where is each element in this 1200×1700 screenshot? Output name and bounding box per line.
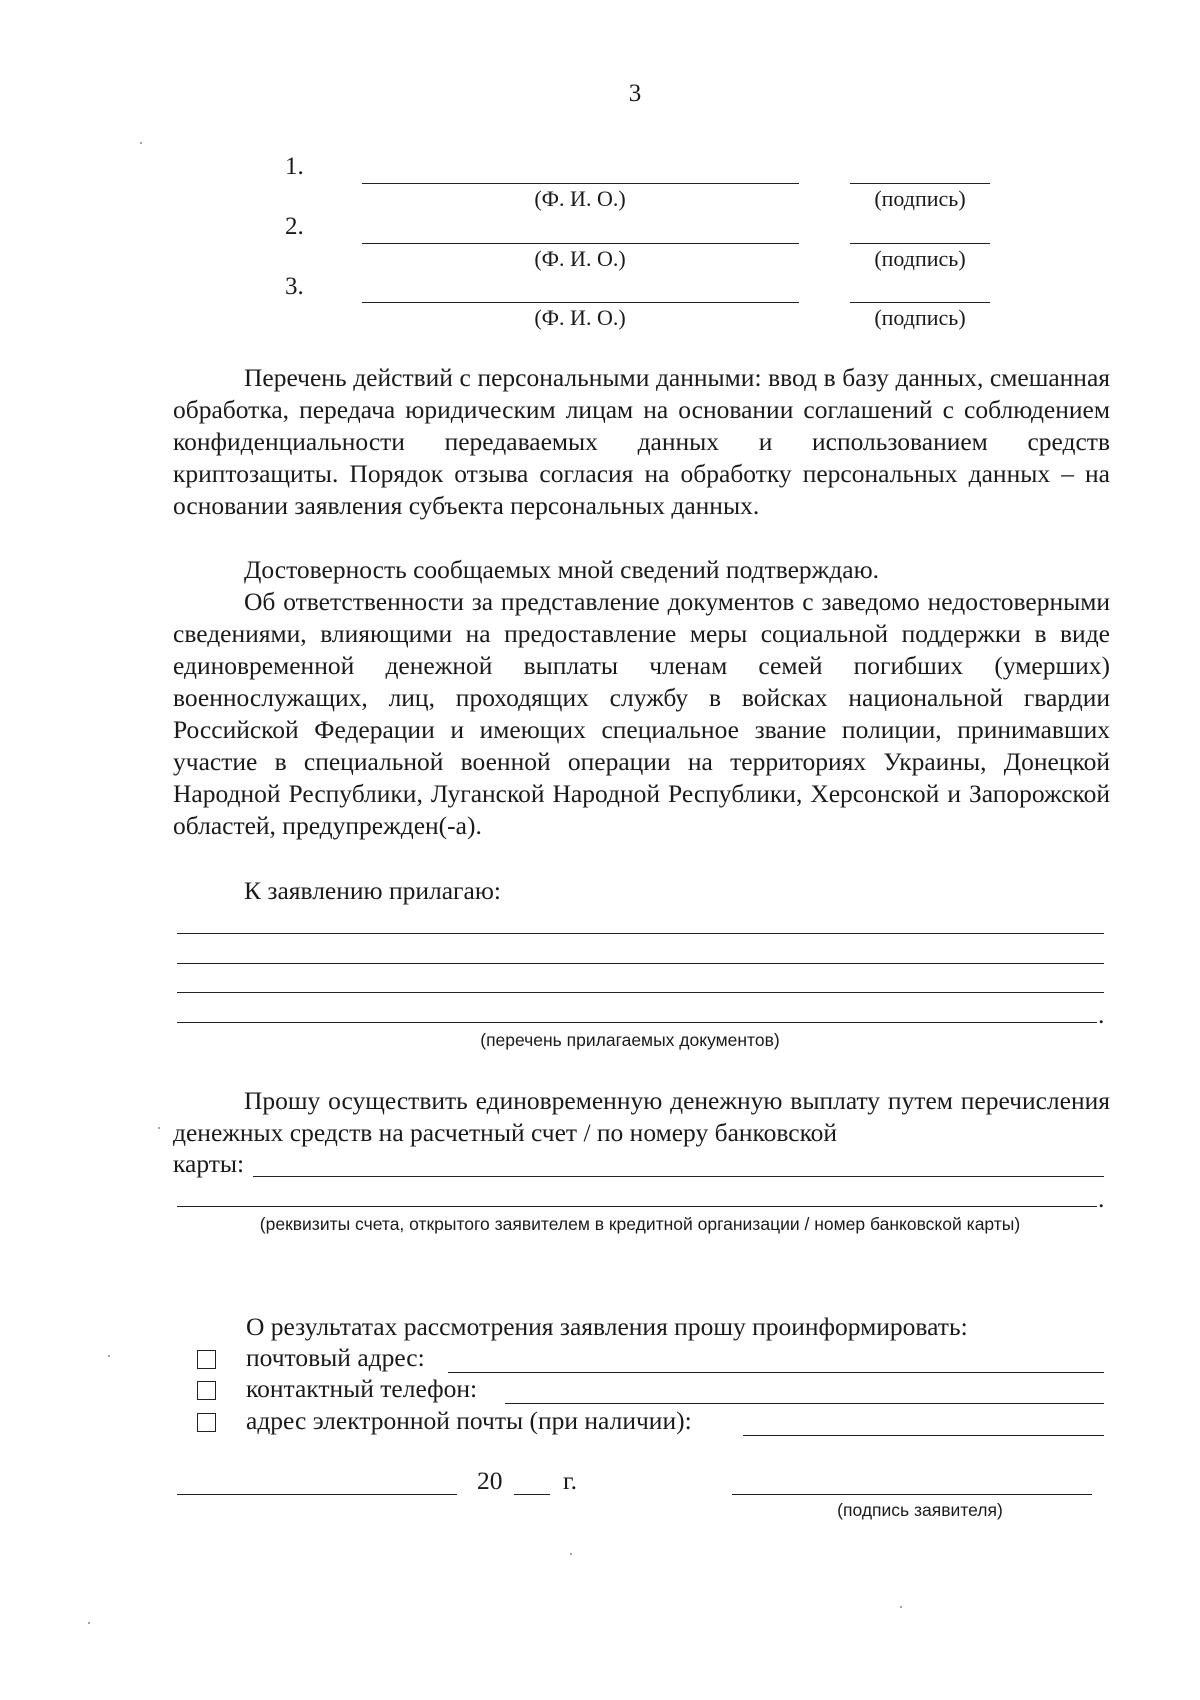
postal-address-label: почтовый адрес:	[246, 1343, 425, 1372]
payment-details-line-2[interactable]	[177, 1206, 1097, 1207]
signer-3-fio-line[interactable]	[362, 302, 799, 303]
payment-details-line-1[interactable]	[253, 1176, 1104, 1177]
confirm-paragraph	[173, 554, 1110, 586]
signer-2-number: 2.	[285, 213, 304, 240]
signer-3-signature-line[interactable]	[850, 302, 990, 303]
confirm-text: Достоверность сообщаемых мной сведений подтверждаю.	[244, 555, 879, 584]
attachment-line-3[interactable]	[177, 992, 1104, 993]
attachment-line-1[interactable]	[177, 933, 1104, 934]
postal-address-line[interactable]	[448, 1372, 1104, 1373]
phone-label: контактный телефон:	[246, 1374, 478, 1403]
email-line[interactable]	[743, 1435, 1104, 1436]
signer-2-signature-line[interactable]	[850, 243, 990, 244]
personal-data-actions-text: Перечень действий с персональными данными: ввод в базу данных, смешанная обработка, передача юридическим лицам на основании соглашений с соблюдением конфиденциальности передаваемых данных и использованием средств криптозащиты. Порядок отзыва согласия на обработку персональных данных – на основании заявления субъекта персональных данных.	[173, 363, 1110, 520]
payment-text: Прошу осуществить единовременную денежную выплату путем перечисления денежных средств на расчетный счет / по номеру банковской	[173, 1086, 1110, 1147]
phone-line[interactable]	[505, 1403, 1104, 1404]
payment-paragraph	[173, 1085, 1110, 1149]
year-line[interactable]	[514, 1494, 550, 1495]
signer-1-fio-line[interactable]	[362, 183, 799, 184]
email-label: адрес электронной почты (при наличии):	[246, 1406, 692, 1435]
personal-data-actions-paragraph	[173, 362, 1110, 522]
attach-paragraph	[173, 875, 1110, 907]
year-suffix: г.	[563, 1466, 577, 1495]
responsibility-text: Об ответственности за представление документов с заведомо недостоверными сведениями, влияющими на предоставление меры социальной поддержки в виде единовременной денежной выплаты членам семей погибших (умерших) военнослужащих, лиц, проходящих службу в войсках национальной гвардии Российской Федерации и имеющих специальное звание полиции, принимавших участие в специальной военной операции на территориях Украины, Донецкой Народной Республики, Луганской Народной Республики, Херсонской и Запорожской областей, предупрежден(-а).	[173, 587, 1110, 840]
date-line[interactable]	[177, 1494, 457, 1495]
inform-heading: О результатах рассмотрения заявления прошу проинформировать:	[246, 1312, 968, 1341]
postal-address-checkbox[interactable]	[197, 1350, 216, 1369]
applicant-signature-caption: (подпись заявителя)	[837, 1500, 1003, 1520]
attachment-caption: (перечень прилагаемых документов)	[480, 1030, 780, 1050]
applicant-signature-line[interactable]	[732, 1494, 1092, 1495]
payment-end-period: .	[1098, 1184, 1105, 1213]
signer-1-signature-line[interactable]	[850, 183, 990, 184]
signer-2-fio-caption: (Ф. И. О.)	[534, 246, 626, 271]
page-number: 3	[628, 80, 642, 107]
signer-3-number: 3.	[285, 273, 304, 300]
attachment-end-period: .	[1098, 1000, 1105, 1029]
payment-card-label: карты:	[173, 1149, 245, 1178]
signer-1-fio-caption: (Ф. И. О.)	[534, 186, 626, 211]
year-prefix: 20	[477, 1466, 503, 1495]
responsibility-paragraph	[173, 586, 1110, 842]
phone-checkbox[interactable]	[197, 1381, 216, 1400]
attach-text: К заявлению прилагаю:	[244, 876, 501, 905]
attachment-line-2[interactable]	[177, 963, 1104, 964]
signer-3-signature-caption: (подпись)	[874, 305, 966, 330]
signer-1-signature-caption: (подпись)	[874, 186, 966, 211]
attachment-line-4[interactable]	[177, 1022, 1097, 1023]
signer-2-signature-caption: (подпись)	[874, 246, 966, 271]
payment-caption: (реквизиты счета, открытого заявителем в кредитной организации / номер банковской карты)	[259, 1214, 1021, 1234]
email-checkbox[interactable]	[197, 1413, 216, 1432]
signer-3-fio-caption: (Ф. И. О.)	[534, 305, 626, 330]
signer-1-number: 1.	[285, 153, 304, 180]
signer-2-fio-line[interactable]	[362, 243, 799, 244]
